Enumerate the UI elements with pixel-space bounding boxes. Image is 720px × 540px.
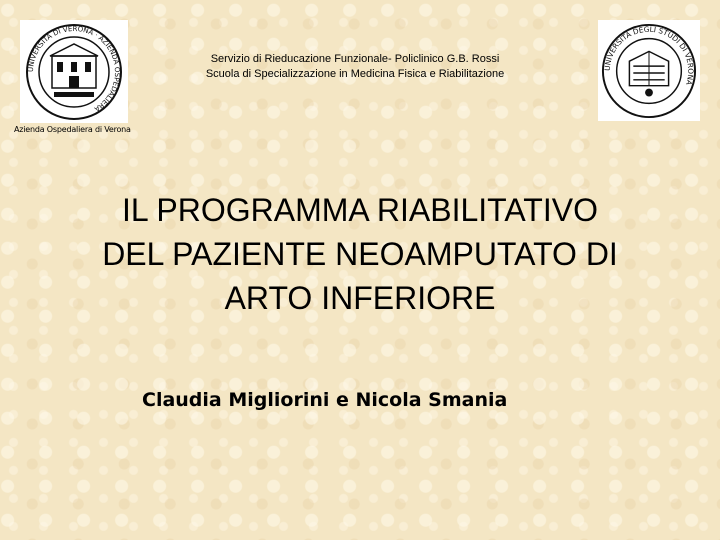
right-seal-ring-text: UNIVERSITÀ DEGLI STUDI DI VERONA — [602, 24, 696, 86]
title-line-3: ARTO INFERIORE — [224, 280, 496, 316]
header-institution — [150, 52, 560, 82]
header-service-line: Servizio di Rieducazione Funzionale- Policlinico G.B. Rossi — [210, 53, 500, 65]
header-school-line: Scuola di Specializzazione in Medicina Fisica e Riabilitazione — [205, 68, 505, 80]
title-line-1: IL PROGRAMMA RIABILITATIVO — [122, 192, 598, 228]
left-seal-ring-text: UNIVERSITÀ DI VERONA · AZIENDA OSPEDALIERA — [26, 24, 122, 113]
authors: Claudia Migliorini e Nicola Smania — [142, 389, 508, 411]
hospital-seal-icon — [24, 22, 124, 122]
title-line-2: DEL PAZIENTE NEOAMPUTATO DI — [102, 236, 618, 272]
university-seal-logo — [598, 20, 700, 121]
university-seal-icon — [600, 22, 698, 120]
azienda-label: Azienda Ospedaliera di Verona — [14, 125, 131, 134]
slide-title — [30, 188, 690, 320]
hospital-seal-logo — [20, 20, 128, 123]
